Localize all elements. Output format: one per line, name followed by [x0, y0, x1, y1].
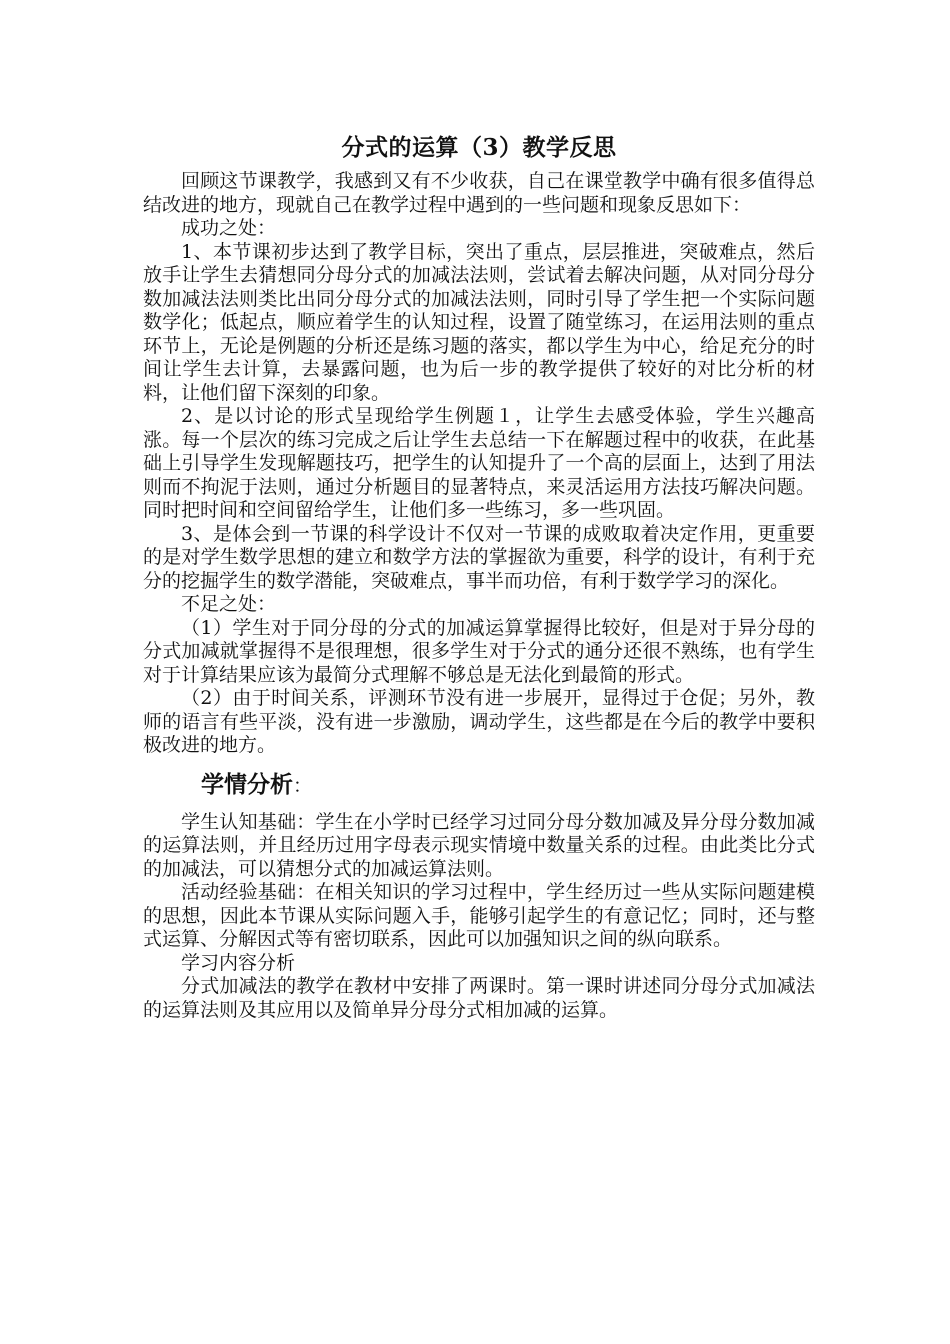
analysis-heading-text: 学情分析	[201, 770, 293, 798]
analysis-paragraph-experience: 活动经验基础：在相关知识的学习过程中，学生经历过一些从实际问题建模的思想，因此本节课从实际问题入手，能够引起学生的有意记忆；同时，还与整式运算、分解因式等有密切联系，因此可以加强知识之间的纵向联系。	[143, 881, 815, 950]
analysis-heading	[143, 770, 815, 801]
success-label: 成功之处：	[181, 217, 277, 239]
shortcoming-item-1: （1）学生对于同分母的分式的加减运算掌握得比较好，但是对于异分母的分式加减就掌握得不是很理想，很多学生对于分式的通分还很不熟练，也有学生对于计算结果应该为最简分式理解不够总是无法化到最简的形式。	[143, 616, 815, 686]
analysis-heading-colon: ：	[293, 774, 313, 797]
document-title: 分式的运算（3）教学反思	[341, 134, 617, 161]
shortcoming-item-2: （2）由于时间关系，评测环节没有进一步展开，显得过于仓促；另外，教师的语言有些平淡，没有进一步激励，调动学生，这些都是在今后的教学中要积极改进的地方。	[143, 687, 815, 756]
success-item-3: 3、是体会到一节课的科学设计不仅对一节课的成败取着决定作用，更重要的是对学生数学思想的建立和数学方法的掌握欲为重要，科学的设计，有利于充分的挖掘学生的数学潜能，突破难点，事半而功倍，有利于数学学习的深化。	[143, 522, 815, 592]
intro-paragraph: 回顾这节课教学，我感到又有不少收获，自己在课堂教学中确有很多值得总结改进的地方，现就自己在教学过程中遇到的一些问题和现象反思如下：	[143, 170, 815, 216]
content-label: 学习内容分析	[181, 951, 296, 974]
analysis-paragraph-cognitive: 学生认知基础：学生在小学时已经学习过同分母分数加减及异分母分数加减的运算法则，并且经历过用字母表示现实情境中数量关系的过程。由此类比分式的加减法，可以猜想分式的加减运算法则。	[143, 810, 815, 880]
shortcoming-label: 不足之处：	[181, 593, 277, 615]
success-item-2: 2、是以讨论的形式呈现给学生例题１，让学生去感受体验，学生兴趣高涨。每一个层次的练习完成之后让学生去总结一下在解题过程中的收获，在此基础上引导学生发现解题技巧，把学生的认知提升了一个高的层面上，达到了用法则而不拘泥于法则，通过分析题目的显著特点，来灵活运用方法技巧解决问题。同时把时间和空间留给学生，让他们多一些练习，多一些巩固。	[143, 405, 815, 521]
document-page	[143, 128, 815, 1022]
success-item-1: 1、本节课初步达到了教学目标，突出了重点，层层推进，突破难点，然后放手让学生去猜想同分母分式的加减法法则，尝试着去解决问题，从对同分母分数加减法法则类比出同分母分式的加减法法则，同时引导了学生把一个实际问题数学化；低起点，顺应着学生的认知过程，设置了随堂练习，在运用法则的重点环节上，无论是例题的分析还是练习题的落实，都以学生为中心，给足充分的时间让学生去计算，去暴露问题，也为后一步的教学提供了较好的对比分析的材料，让他们留下深刻的印象。	[143, 240, 815, 404]
content-paragraph: 分式加减法的教学在教材中安排了两课时。第一课时讲述同分母分式加减法的运算法则及其应用以及简单异分母分式相加减的运算。	[143, 975, 815, 1021]
